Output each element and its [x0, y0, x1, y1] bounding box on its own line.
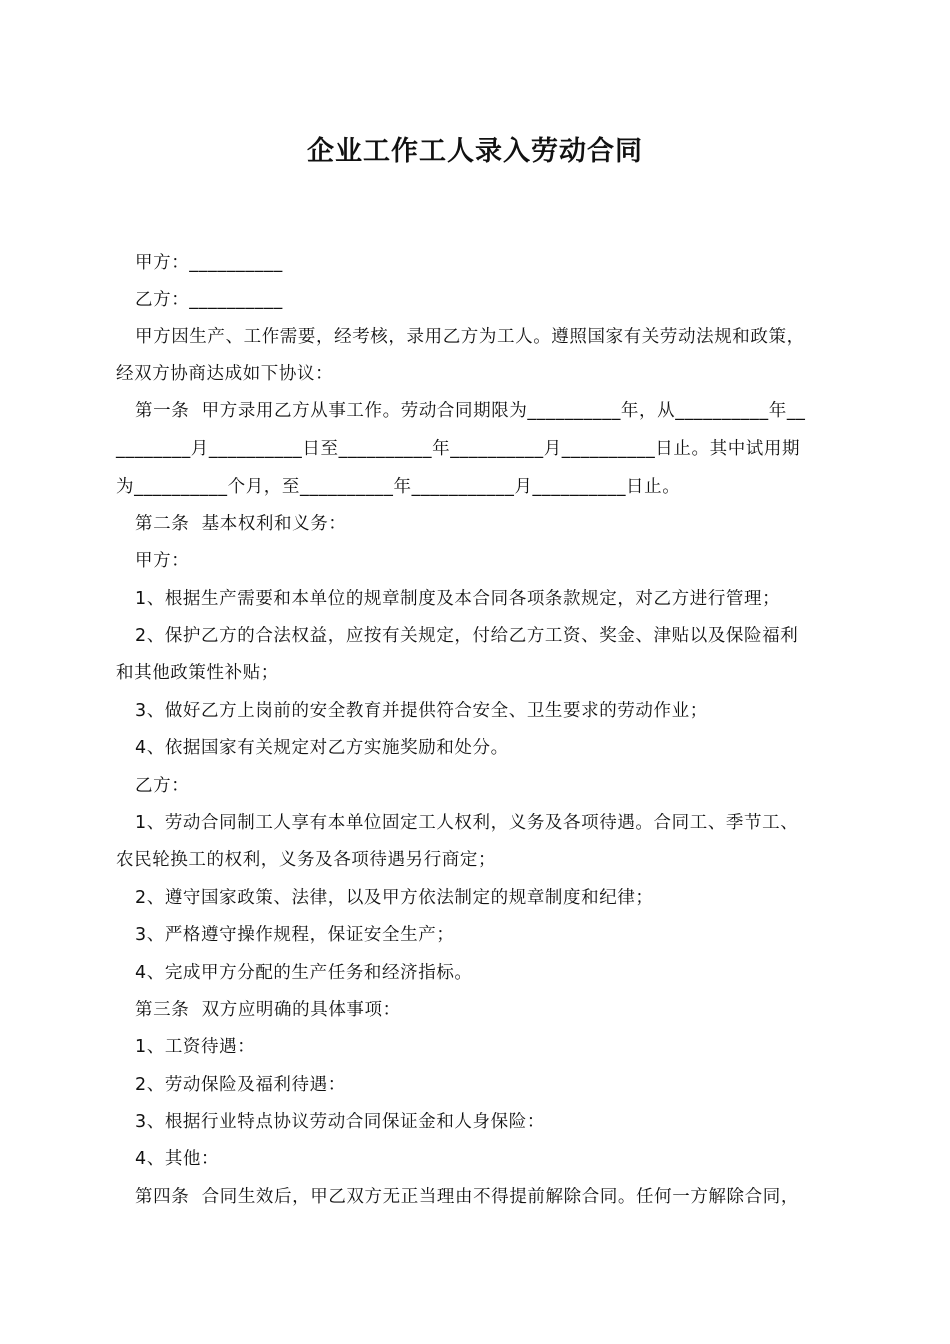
article-3-item-1: 1、工资待遇：: [135, 1037, 256, 1057]
party-b-duties-heading: 乙方：: [135, 776, 190, 796]
preamble-line-1: 甲方因生产、工作需要，经考核，录用乙方为工人。遵照国家有关劳动法规和政策，: [135, 327, 805, 347]
document-title: 企业工作工人录入劳动合同: [307, 136, 643, 167]
party-b-line: 乙方：__________: [135, 290, 283, 310]
article-1-line-2: ________月__________日至__________年__________月__________日止。其中试用期: [116, 439, 801, 459]
party-b-duty-4: 4、完成甲方分配的生产任务和经济指标。: [135, 963, 473, 983]
article-3-heading: 第三条 双方应明确的具体事项：: [135, 1000, 401, 1020]
article-1-line-1: 第一条 甲方录用乙方从事工作。劳动合同期限为__________年，从__________年__: [135, 401, 806, 421]
article-2-heading: 第二条 基本权利和义务：: [135, 514, 347, 534]
party-a-duty-4: 4、依据国家有关规定对乙方实施奖励和处分。: [135, 738, 509, 758]
party-a-duties-heading: 甲方：: [135, 551, 190, 571]
party-a-duty-1: 1、根据生产需要和本单位的规章制度及本合同各项条款规定，对乙方进行管理；: [135, 589, 781, 609]
party-b-duty-3: 3、严格遵守操作规程，保证安全生产；: [135, 925, 455, 945]
party-b-duty-1-line-1: 1、劳动合同制工人享有本单位固定工人权利，义务及各项待遇。合同工、季节工、: [135, 813, 799, 833]
article-4-line-1: 第四条 合同生效后，甲乙双方无正当理由不得提前解除合同。任何一方解除合同，: [135, 1187, 799, 1207]
party-a-duty-2-line-1: 2、保护乙方的合法权益，应按有关规定，付给乙方工资、奖金、津贴以及保险福利: [135, 626, 799, 646]
party-a-duty-2-line-2: 和其他政策性补贴；: [116, 663, 279, 683]
article-3-item-3: 3、根据行业特点协议劳动合同保证金和人身保险：: [135, 1112, 545, 1132]
article-3-item-4: 4、其他：: [135, 1149, 220, 1169]
preamble-line-2: 经双方协商达成如下协议：: [116, 364, 334, 384]
party-b-duty-1-line-2: 农民轮换工的权利，义务及各项待遇另行商定；: [116, 850, 497, 870]
party-b-duty-2: 2、遵守国家政策、法律，以及甲方依法制定的规章制度和纪律；: [135, 888, 654, 908]
article-1-line-3: 为__________个月，至__________年___________月__________日止。: [116, 477, 681, 497]
party-a-duty-3: 3、做好乙方上岗前的安全教育并提供符合安全、卫生要求的劳动作业；: [135, 701, 708, 721]
article-3-item-2: 2、劳动保险及福利待遇：: [135, 1075, 346, 1095]
party-a-line: 甲方：__________: [135, 253, 283, 273]
